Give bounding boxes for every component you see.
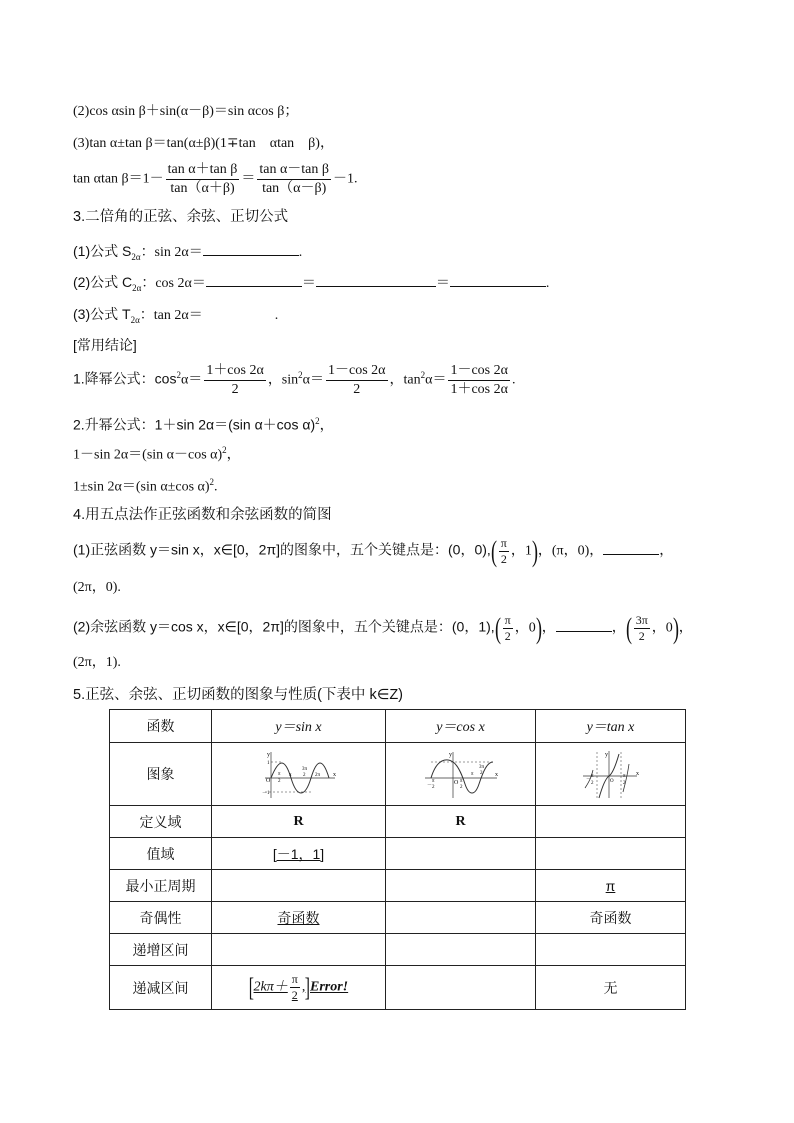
answer-blank[interactable] bbox=[556, 617, 612, 632]
minus-label: － bbox=[426, 783, 432, 788]
left-paren: ( bbox=[494, 611, 501, 645]
identity-line-2: (2)cos αsin β＋sin(α－β)＝sin αcos β； bbox=[73, 104, 299, 119]
header-function: 函数 bbox=[110, 710, 212, 743]
fraction-numerator: π bbox=[504, 613, 511, 627]
formula-subscript: 2α bbox=[131, 251, 141, 262]
fraction-denominator: 1＋cos 2α bbox=[450, 382, 508, 397]
answer-blank[interactable] bbox=[206, 272, 302, 287]
cos-parity bbox=[386, 902, 536, 934]
error-field: Error! bbox=[310, 979, 349, 995]
power-raising-formula-2 bbox=[73, 440, 241, 466]
superscript: 2 bbox=[176, 370, 181, 381]
question-text: ，1 bbox=[510, 543, 532, 559]
formula-text: ， bbox=[319, 418, 334, 434]
cosine-key-points-end: (2π，1). bbox=[73, 655, 121, 670]
fraction-tan-sq bbox=[448, 362, 510, 399]
equals-sign: ＝ bbox=[241, 171, 256, 187]
identity-line-3: (3)tan α±tan β＝tan(α±β)(1∓tan αtan β)， bbox=[73, 136, 334, 151]
three-pi-label: 3π bbox=[301, 767, 307, 772]
right-paren: ) bbox=[531, 534, 538, 568]
pi-label: π bbox=[590, 774, 594, 779]
interval-start: 2kπ＋ bbox=[253, 979, 288, 995]
two-label: 2 bbox=[622, 781, 625, 786]
sine-key-points bbox=[73, 536, 673, 567]
pi-label: π bbox=[431, 779, 435, 784]
tan-parity: 奇函数 bbox=[536, 902, 686, 934]
answer-blank[interactable] bbox=[603, 540, 659, 555]
sin-range: [－1，1] bbox=[212, 838, 386, 870]
question-text: ，(π，0)， bbox=[537, 543, 604, 559]
pi-label: π bbox=[277, 772, 281, 777]
table-header-row bbox=[110, 710, 686, 743]
fraction-numerator: tan α－tan β bbox=[257, 161, 331, 180]
three-pi-label: 3π bbox=[478, 765, 484, 770]
formula-c2a bbox=[73, 272, 549, 298]
equals-sign: ＝ bbox=[301, 276, 316, 291]
sin-graph-cell bbox=[212, 743, 386, 806]
answer-blank[interactable] bbox=[316, 272, 436, 287]
formula-s2a bbox=[73, 241, 302, 267]
two-label: 2 bbox=[479, 771, 482, 776]
row-label-graph: 图象 bbox=[110, 743, 212, 806]
formula-expression: ：tan 2α＝ bbox=[139, 308, 203, 323]
trig-properties-table bbox=[109, 709, 686, 1010]
period: . bbox=[274, 308, 279, 323]
row-label-parity: 奇偶性 bbox=[110, 902, 212, 934]
table-row-decreasing bbox=[110, 966, 686, 1010]
two-label: 2 bbox=[590, 781, 593, 786]
fraction-pi-over-2 bbox=[499, 536, 509, 567]
superscript: 2 bbox=[209, 477, 215, 487]
right-paren: ) bbox=[672, 611, 679, 645]
table-row-period bbox=[110, 870, 686, 902]
common-conclusions-tag: [常用结论] bbox=[73, 337, 137, 353]
header-sin: y＝sin x bbox=[212, 710, 386, 743]
superscript: 2 bbox=[222, 445, 227, 455]
section-5-heading: 5.正弦、余弦、正切函数的图象与性质(下表中 k∈Z) bbox=[73, 687, 404, 703]
sin-domain: R bbox=[212, 806, 386, 838]
pi-label: π bbox=[459, 779, 463, 784]
formula-text: 1－sin 2α＝(sin α－cos α) bbox=[73, 447, 223, 463]
formula-label: (1)公式 S bbox=[73, 243, 132, 259]
table-row-range bbox=[110, 838, 686, 870]
tan-range bbox=[536, 838, 686, 870]
cos-graph-cell bbox=[386, 743, 536, 806]
comma: , bbox=[301, 979, 306, 995]
fraction-numerator: 1＋cos 2α bbox=[204, 362, 266, 381]
header-cos: y＝cos x bbox=[386, 710, 536, 743]
row-label-period: 最小正周期 bbox=[110, 870, 212, 902]
sine-graph bbox=[259, 748, 339, 800]
fraction-numerator: π bbox=[291, 972, 298, 986]
table-row-parity bbox=[110, 902, 686, 934]
cos-domain: R bbox=[386, 806, 536, 838]
two-label: 2 bbox=[277, 779, 280, 784]
formula-subscript: 2α bbox=[132, 282, 142, 293]
left-bracket: [ bbox=[248, 972, 254, 1002]
fraction-denominator: 2 bbox=[504, 629, 511, 643]
origin-label: O bbox=[609, 779, 614, 784]
left-paren: ( bbox=[490, 534, 497, 568]
two-label: 2 bbox=[302, 773, 305, 778]
row-label-domain: 定义域 bbox=[110, 806, 212, 838]
formula-text: α＝ bbox=[302, 372, 324, 388]
power-raising-formula-3 bbox=[73, 472, 218, 498]
power-reduction-formulas bbox=[73, 362, 515, 399]
formula-t2a bbox=[73, 304, 278, 330]
formula-text: 1±sin 2α＝(sin α±cos α) bbox=[73, 479, 210, 495]
comma: ， bbox=[611, 620, 626, 636]
cos-range bbox=[386, 838, 536, 870]
fraction-pi-over-2 bbox=[503, 613, 513, 644]
equals-sign: ＝ bbox=[435, 276, 450, 291]
sin-parity: 奇函数 bbox=[212, 902, 386, 934]
two-label: 2 bbox=[459, 785, 462, 790]
sine-key-points-end: (2π，0). bbox=[73, 580, 121, 595]
origin-label: O bbox=[453, 780, 458, 786]
cos-increasing bbox=[386, 934, 536, 966]
header-tan: y＝tan x bbox=[536, 710, 686, 743]
formula-label: (3)公式 T bbox=[73, 306, 131, 322]
section-4-heading: 4.用五点法作正弦函数和余弦函数的简图 bbox=[73, 507, 332, 523]
fraction-denominator: 2 bbox=[500, 552, 507, 566]
superscript: 2 bbox=[420, 370, 426, 381]
comma: ， bbox=[541, 620, 556, 636]
tan-increasing bbox=[536, 934, 686, 966]
formula-text: . bbox=[214, 479, 218, 495]
fraction-3pi-over-2 bbox=[634, 613, 650, 644]
formula-text: α＝ bbox=[180, 372, 203, 388]
tan-graph-cell bbox=[536, 743, 686, 806]
cosine-key-points bbox=[73, 613, 693, 644]
x-label: x bbox=[494, 772, 498, 778]
answer-blank[interactable] bbox=[203, 241, 299, 256]
minus-label: － bbox=[585, 777, 591, 782]
fraction-numerator: tan α＋tan β bbox=[166, 161, 240, 180]
pi-label: π bbox=[288, 773, 292, 778]
fraction-tan-diff bbox=[257, 161, 331, 198]
period: . bbox=[545, 276, 550, 291]
question-text: ，0 bbox=[514, 620, 536, 636]
tangent-graph bbox=[581, 748, 641, 800]
y-label: y bbox=[448, 752, 452, 758]
superscript: 2 bbox=[315, 416, 320, 426]
comma: ， bbox=[659, 543, 674, 559]
formula-expression: ：cos 2α＝ bbox=[141, 276, 206, 291]
fraction-cos-sq bbox=[204, 362, 266, 399]
formula-text: 1.降幂公式：cos bbox=[73, 370, 177, 387]
minus-one-label: －1 bbox=[261, 791, 270, 796]
power-raising-formula-1 bbox=[73, 411, 334, 437]
row-label-range: 值域 bbox=[110, 838, 212, 870]
two-label: 2 bbox=[431, 785, 434, 790]
origin-label: O bbox=[265, 778, 270, 784]
tan-domain bbox=[536, 806, 686, 838]
formula-subscript: 2α bbox=[130, 314, 140, 325]
x-label: x bbox=[332, 772, 336, 778]
formula-text: ， bbox=[226, 447, 241, 463]
table-row-domain bbox=[110, 806, 686, 838]
identity-line-4 bbox=[73, 161, 358, 198]
superscript: 2 bbox=[298, 370, 303, 381]
pi-label: π bbox=[622, 774, 626, 779]
fraction-sin-sq bbox=[326, 362, 388, 399]
y-label: y bbox=[604, 752, 608, 758]
fraction-tan-sum bbox=[166, 161, 240, 198]
formula-text: ，sin bbox=[267, 372, 299, 388]
fraction-denominator: tan（α－β) bbox=[262, 181, 327, 196]
table-row-graph bbox=[110, 743, 686, 806]
question-text: (1)正弦函数 y＝sin x，x∈[0，2π]的图象中，五个关键点是：(0，0), bbox=[73, 541, 491, 558]
identity-line-4-lead: tan αtan β＝1－ bbox=[73, 171, 164, 187]
two-pi-label: 2π bbox=[314, 773, 320, 778]
right-paren: ) bbox=[535, 611, 542, 645]
fraction-denominator: tan（α＋β) bbox=[170, 181, 235, 196]
left-paren: ( bbox=[625, 611, 632, 645]
table-row-increasing bbox=[110, 934, 686, 966]
tan-period: π bbox=[536, 870, 686, 902]
fraction-numerator: π bbox=[500, 536, 507, 550]
row-label-decreasing: 递减区间 bbox=[110, 966, 212, 1010]
period: . bbox=[511, 372, 516, 388]
comma: ， bbox=[678, 620, 693, 636]
right-bracket: ] bbox=[305, 972, 311, 1002]
fraction-denominator: 2 bbox=[231, 382, 239, 397]
cos-period bbox=[386, 870, 536, 902]
cosine-graph bbox=[423, 748, 499, 800]
fraction-denominator: 2 bbox=[291, 988, 298, 1002]
pi-label: π bbox=[470, 772, 474, 777]
section-3-heading: 3.二倍角的正弦、余弦、正切公式 bbox=[73, 209, 289, 225]
question-text: ，0 bbox=[651, 620, 673, 636]
sin-decreasing bbox=[212, 966, 386, 1010]
fraction-pi-over-2 bbox=[290, 972, 300, 1003]
sin-period bbox=[212, 870, 386, 902]
formula-text: α＝ bbox=[425, 372, 447, 388]
x-label: x bbox=[635, 771, 639, 777]
cos-decreasing bbox=[386, 966, 536, 1010]
formula-label: (2)公式 C bbox=[73, 274, 133, 290]
answer-blank[interactable] bbox=[450, 272, 546, 287]
formula-text: 2.升幂公式：1＋sin 2α＝(sin α＋cos α) bbox=[73, 416, 316, 433]
one-label: 1 bbox=[266, 761, 269, 766]
fraction-numerator: 1－cos 2α bbox=[326, 362, 388, 381]
tan-decreasing: 无 bbox=[536, 966, 686, 1010]
row-label-increasing: 递增区间 bbox=[110, 934, 212, 966]
fraction-denominator: 2 bbox=[353, 382, 361, 397]
formula-text: ，tan bbox=[389, 372, 421, 388]
formula-expression: ：sin 2α＝ bbox=[140, 245, 203, 260]
y-label: y bbox=[266, 752, 270, 758]
identity-line-4-tail: －1. bbox=[333, 171, 358, 187]
fraction-numerator: 3π bbox=[635, 613, 648, 627]
question-text: (2)余弦函数 y＝cos x，x∈[0，2π]的图象中，五个关键点是：(0，1), bbox=[73, 618, 495, 635]
period: . bbox=[298, 245, 303, 260]
fraction-denominator: 2 bbox=[638, 629, 645, 643]
fraction-numerator: 1－cos 2α bbox=[448, 362, 510, 381]
sin-increasing bbox=[212, 934, 386, 966]
